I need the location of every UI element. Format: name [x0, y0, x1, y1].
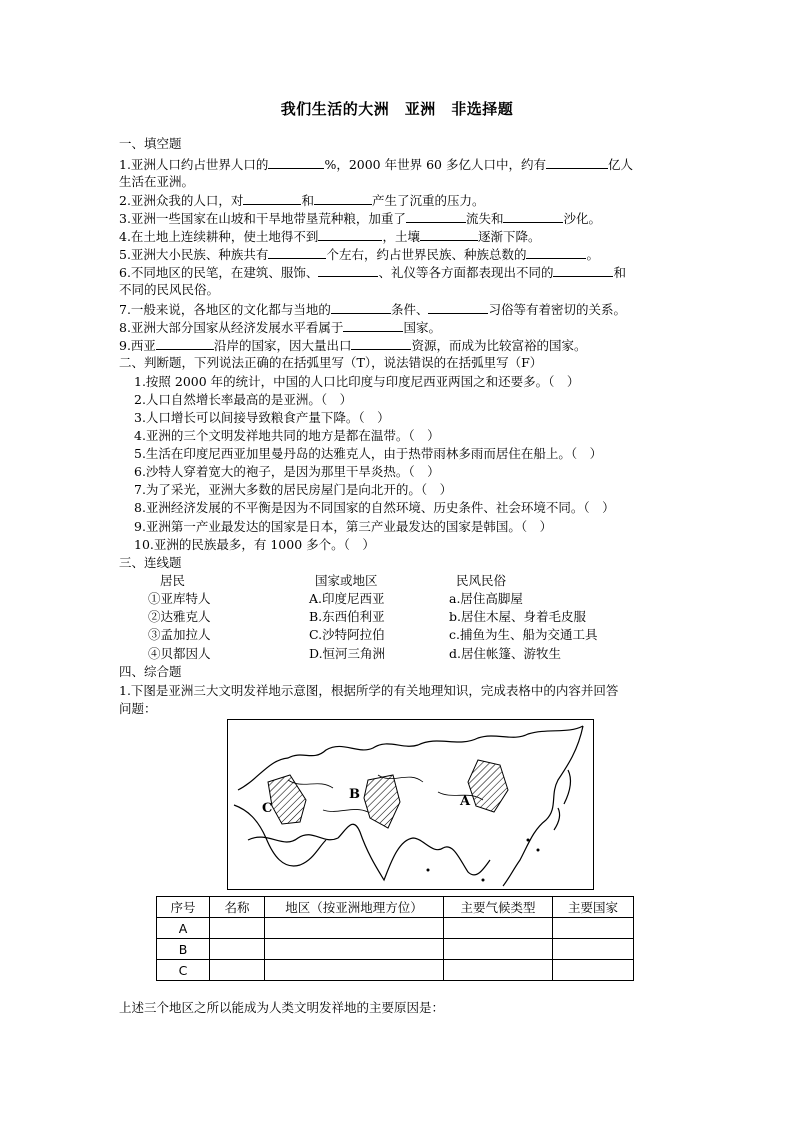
match-region-a[interactable]: A.印度尼西亚 — [309, 591, 385, 606]
answer-cell[interactable] — [265, 960, 444, 981]
island-dot — [427, 869, 430, 872]
q7-text-a: 7.一般来说，各地区的文化都与当地的 — [119, 302, 331, 317]
answer-cell[interactable] — [265, 939, 444, 960]
th-climate: 主要气候类型 — [444, 897, 553, 918]
fill-q8 — [119, 319, 441, 336]
match-header-residents: 居民 — [160, 573, 186, 588]
judge-item-3[interactable]: 3.人口增长可以间接导致粮食产量下降。（ ） — [134, 410, 390, 425]
q3-text-b: 流失和 — [465, 211, 504, 226]
q2-text-b: 和 — [301, 193, 314, 208]
q4-text-b: ，土壤 — [382, 229, 420, 244]
q9-text-b: 沿岸的国家，因大量出口 — [213, 338, 352, 353]
match-resident-1[interactable]: ①亚库特人 — [148, 591, 211, 606]
fill-q6-cont: 不同的民风民俗。 — [119, 282, 220, 297]
q5-blank-2[interactable] — [526, 246, 586, 259]
q7-text-b: 条件、 — [390, 302, 429, 317]
judge-item-7[interactable]: 7.为了采光，亚洲大多数的居民房屋门是向北开的。（ ） — [134, 482, 453, 497]
map-drawing — [228, 720, 592, 888]
q7-blank-1[interactable] — [331, 301, 391, 314]
fill-q1 — [119, 156, 633, 173]
comp-q1-text-cont: 问题： — [119, 701, 157, 716]
match-resident-2[interactable]: ②达雅克人 — [148, 609, 211, 624]
row-label: C — [157, 960, 210, 981]
island-dot — [482, 879, 485, 882]
match-resident-3[interactable]: ③孟加拉人 — [148, 627, 211, 642]
q5-blank-1[interactable] — [268, 246, 326, 259]
row-label: A — [157, 918, 210, 939]
table-header-row — [157, 897, 634, 918]
q9-blank-1[interactable] — [156, 337, 214, 350]
q5-text-c: 。 — [586, 247, 599, 262]
map-label-a: A — [460, 794, 471, 809]
table-row — [157, 918, 634, 939]
asia-civilization-map — [227, 719, 594, 890]
fill-q2 — [119, 192, 484, 209]
match-custom-a[interactable]: a.居住高脚屋 — [449, 591, 523, 606]
q2-blank-2[interactable] — [314, 192, 372, 205]
q6-blank-2[interactable] — [553, 264, 613, 277]
judge-item-2[interactable]: 2.人口自然增长率最高的是亚洲。（ ） — [134, 392, 353, 407]
coastline-south — [248, 824, 490, 880]
row-label: B — [157, 939, 210, 960]
match-custom-c[interactable]: c.捕鱼为生、船为交通工具 — [449, 627, 598, 642]
q1-text-c: 亿人 — [607, 157, 633, 172]
q1-text-b: %，2000 年世界 60 多亿人口中，约有 — [324, 157, 546, 172]
q4-blank-1[interactable] — [318, 228, 382, 241]
fill-q5 — [119, 246, 599, 263]
th-index: 序号 — [157, 897, 210, 918]
answer-cell[interactable] — [444, 960, 553, 981]
q6-text-b: 、礼仪等各方面都表现出不同的 — [378, 265, 554, 280]
coastline-east — [503, 726, 583, 886]
judge-item-4[interactable]: 4.亚洲的三个文明发祥地共同的地方是都在温带。（ ） — [134, 428, 440, 443]
q5-text-a: 5.亚洲大小民族、种族共有 — [119, 247, 269, 262]
judge-item-9[interactable]: 9.亚洲第一产业最发达的国家是日本，第三产业最发达的国家是韩国。（ ） — [134, 519, 553, 534]
table-row — [157, 960, 634, 981]
q5-text-b: 个左右，约占世界民族、种族总数的 — [326, 247, 527, 262]
q6-text-a: 6.不同地区的民笔，在建筑、服饰、 — [119, 265, 319, 280]
match-header-customs: 民风民俗 — [456, 573, 507, 588]
q9-text-c: 资源，而成为比较富裕的国家。 — [411, 338, 587, 353]
answer-cell[interactable] — [210, 918, 265, 939]
map-label-c: C — [262, 801, 273, 816]
fill-q4 — [119, 228, 540, 245]
answer-cell[interactable] — [444, 939, 553, 960]
q8-text-a: 8.亚洲大部分国家从经济发展水平看属于 — [119, 320, 344, 335]
th-region: 地区（按亚洲地理方位） — [265, 897, 444, 918]
q3-blank-2[interactable] — [503, 210, 563, 223]
section-heading-judge: 二、判断题，下列说法正确的在括弧里写（T），说法错误的在括弧里写（F） — [119, 355, 543, 370]
q4-text-c: 逐渐下降。 — [477, 229, 541, 244]
fill-q1-cont: 生活在亚洲。 — [119, 174, 195, 189]
map-label-b: B — [349, 787, 360, 802]
q6-text-c: 和 — [613, 265, 626, 280]
match-region-c[interactable]: C.沙特阿拉伯 — [309, 627, 385, 642]
q3-text-c: 沙化。 — [563, 211, 601, 226]
region-b-hatch — [364, 775, 400, 828]
match-region-b[interactable]: B.东西伯利亚 — [309, 609, 385, 624]
q6-blank-1[interactable] — [318, 264, 378, 277]
answer-cell[interactable] — [444, 918, 553, 939]
match-resident-4[interactable]: ④贝都因人 — [148, 646, 211, 661]
section-heading-match: 三、连线题 — [119, 555, 182, 570]
q1-text-a: 1.亚洲人口约占世界人口的 — [119, 157, 269, 172]
q1-blank-2[interactable] — [546, 156, 608, 169]
judge-item-8[interactable]: 8.亚洲经济发展的不平衡是因为不同国家的自然环境、历史条件、社会环境不同。（ ） — [134, 500, 615, 515]
answer-cell[interactable] — [210, 960, 265, 981]
q4-text-a: 4.在土地上连续耕种，使土地得不到 — [119, 229, 319, 244]
judge-item-1[interactable]: 1.按照 2000 年的统计，中国的人口比印度与印度尼西亚两国之和还要多。（ ） — [134, 374, 580, 389]
island-dot — [527, 839, 530, 842]
q7-text-c: 习俗等有着密切的关系。 — [488, 302, 626, 317]
judge-item-5[interactable]: 5.生活在印度尼西亚加里曼丹岛的达雅克人，由于热带雨林多雨而居住在船上。（ ） — [134, 446, 603, 461]
judge-item-6[interactable]: 6.沙特人穿着宽大的袍子，是因为那里干旱炎热。（ ） — [134, 464, 440, 479]
q7-blank-2[interactable] — [428, 301, 488, 314]
answer-cell[interactable] — [210, 939, 265, 960]
q8-blank-1[interactable] — [343, 319, 403, 332]
match-region-d[interactable]: D.恒河三角洲 — [309, 646, 386, 661]
answer-cell[interactable] — [553, 960, 634, 981]
q2-blank-1[interactable] — [243, 192, 301, 205]
fill-q7 — [119, 301, 626, 318]
japan-islands — [554, 770, 571, 830]
answer-cell[interactable] — [265, 918, 444, 939]
table-row — [157, 939, 634, 960]
q3-blank-1[interactable] — [406, 210, 466, 223]
island-dot — [537, 849, 540, 852]
match-custom-b[interactable]: b.居住木屋、身着毛皮服 — [449, 609, 586, 624]
comp-reason-prompt: 上述三个地区之所以能成为人类文明发祥地的主要原因是： — [119, 1000, 445, 1015]
th-countries: 主要国家 — [553, 897, 634, 918]
q2-text-c: 产生了沉重的压力。 — [371, 193, 485, 208]
match-custom-d[interactable]: d.居住帐篷、游牧生 — [449, 646, 561, 661]
th-name: 名称 — [210, 897, 265, 918]
section-heading-comp: 四、综合题 — [119, 664, 182, 679]
fill-q6 — [119, 264, 626, 281]
answer-table — [156, 896, 634, 981]
region-a-hatch — [468, 760, 508, 812]
fill-q3 — [119, 210, 601, 227]
q9-text-a: 9.西亚 — [119, 338, 156, 353]
section-heading-fill: 一、填空题 — [119, 136, 182, 151]
q3-text-a: 3.亚洲一些国家在山坡和干旱地带垦荒种粮，加重了 — [119, 211, 406, 226]
answer-cell[interactable] — [553, 939, 634, 960]
answer-cell[interactable] — [553, 918, 634, 939]
q9-blank-2[interactable] — [351, 337, 411, 350]
q1-blank-1[interactable] — [268, 156, 324, 169]
fill-q9 — [119, 337, 586, 354]
q2-text-a: 2.亚洲众我的人口，对 — [119, 193, 244, 208]
page-title: 我们生活的大洲 亚洲 非选择题 — [280, 100, 514, 118]
match-header-regions: 国家或地区 — [315, 573, 378, 588]
judge-item-10[interactable]: 10.亚洲的民族最多，有 1000 多个。（ ） — [134, 537, 375, 552]
q4-blank-2[interactable] — [420, 228, 478, 241]
q8-text-b: 国家。 — [403, 320, 441, 335]
region-c-hatch — [268, 775, 306, 824]
comp-q1-text: 1.下图是亚洲三大文明发祥地示意图，根据所学的有关地理知识，完成表格中的内容并回答 — [119, 683, 619, 698]
